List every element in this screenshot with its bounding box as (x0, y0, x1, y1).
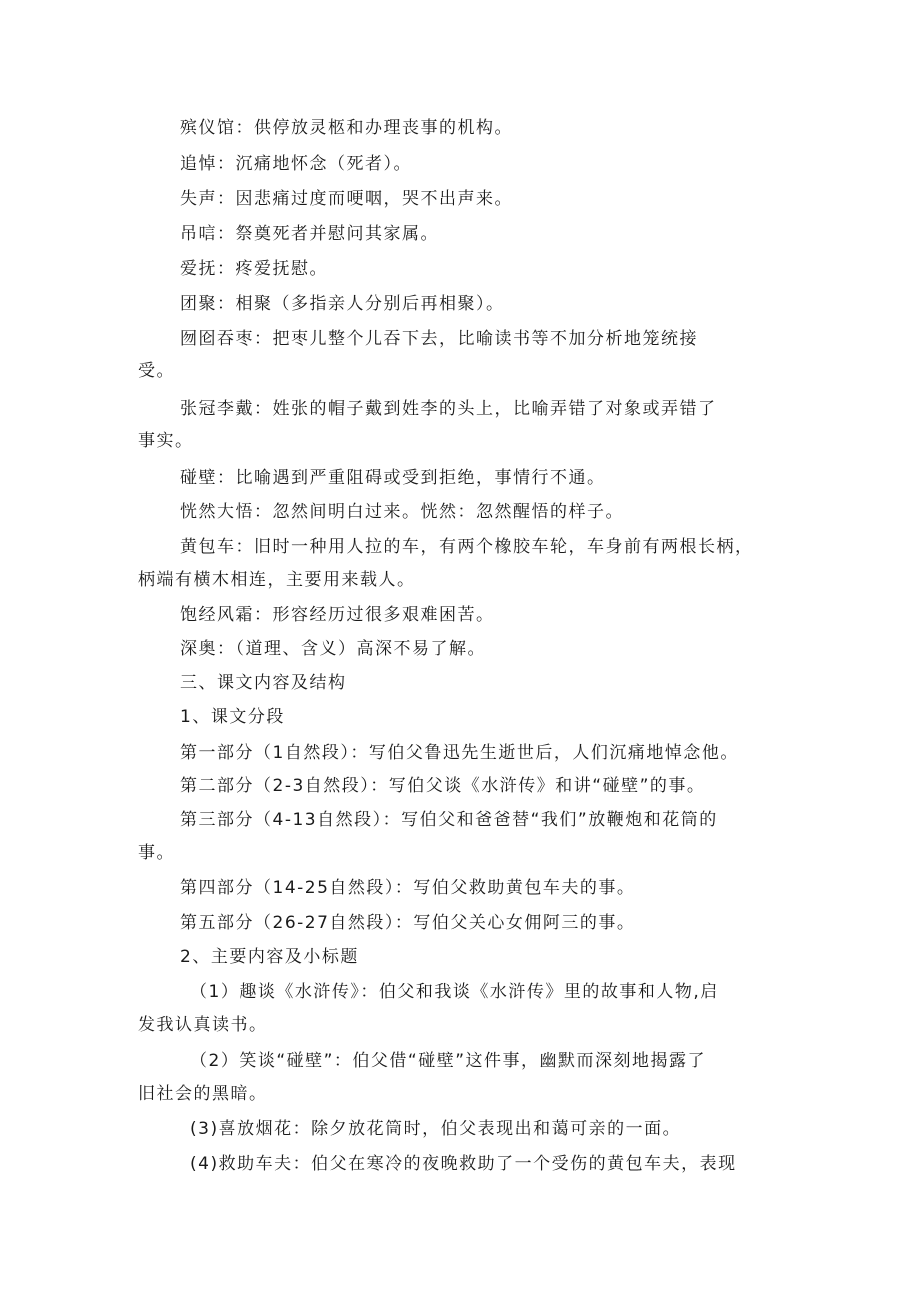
text-line: 第二部分（2-3自然段）：写伯父谈《水浒传》和讲“碰壁”的事。 (180, 776, 706, 796)
text-line: 深奥：（道理、含义）高深不易了解。 (180, 639, 486, 659)
text-line: 张冠李戴：姓张的帽子戴到姓李的头上，比喻弄错了对象或弄错了 (180, 399, 717, 419)
text-line: 殡仪馆：供停放灵柩和办理丧事的机构。 (180, 118, 513, 138)
text-line: 碰壁：比喻遇到严重阻碍或受到拒绝，事情行不通。 (180, 468, 606, 488)
text-line: 爱抚：疼爱抚慰。 (180, 259, 328, 279)
text-line: 柄端有横木相连，主要用来载人。 (138, 570, 416, 590)
text-line: 恍然大悟：忽然间明白过来。恍然：忽然醒悟的样子。 (180, 502, 624, 522)
subsection-heading: 1、课文分段 (180, 707, 285, 727)
text-line: （1）趣谈《水浒传》：伯父和我谈《水浒传》里的故事和人物,启 (190, 982, 719, 1002)
text-line: 第五部分（26-27自然段）：写伯父关心女佣阿三的事。 (180, 913, 636, 933)
text-line: 发我认真读书。 (138, 1015, 268, 1035)
text-line: 饱经风霜：形容经历过很多艰难困苦。 (180, 605, 495, 625)
text-line: (3)喜放烟花：除夕放花筒时，伯父表现出和蔼可亲的一面。 (190, 1119, 682, 1139)
text-line: 失声：因悲痛过度而哽咽，哭不出声来。 (180, 189, 513, 209)
text-line: 事。 (138, 843, 175, 863)
subsection-heading: 2、主要内容及小标题 (180, 947, 359, 967)
text-line: 团聚：相聚（多指亲人分别后再相聚）。 (180, 294, 505, 314)
text-line: 追悼：沉痛地怀念（死者）。 (180, 154, 412, 174)
text-line: 旧社会的黑暗。 (138, 1084, 268, 1104)
text-line: （2）笑谈“碰壁”：伯父借“碰壁”这件事，幽默而深刻地揭露了 (190, 1051, 707, 1071)
text-line: 第一部分（1自然段）：写伯父鲁迅先生逝世后，人们沉痛地悼念他。 (180, 743, 739, 763)
text-line: (4)救助车夫：伯父在寒冷的夜晚救助了一个受伤的黄包车夫，表现 (190, 1154, 737, 1174)
text-line: 第四部分（14-25自然段）：写伯父救助黄包车夫的事。 (180, 878, 636, 898)
text-line: 受。 (138, 361, 175, 381)
text-line: 事实。 (138, 431, 194, 451)
text-line: 第三部分（4-13自然段）：写伯父和爸爸替“我们”放鞭炮和花筒的 (180, 810, 718, 830)
text-line: 吊唁：祭奠死者并慰问其家属。 (180, 224, 439, 244)
section-heading: 三、课文内容及结构 (180, 673, 347, 693)
text-line: 囫囵吞枣：把枣儿整个儿吞下去，比喻读书等不加分析地笼统接 (180, 329, 698, 349)
text-line: 黄包车：旧时一种用人拉的车，有两个橡胶车轮，车身前有两根长柄， (180, 537, 754, 557)
